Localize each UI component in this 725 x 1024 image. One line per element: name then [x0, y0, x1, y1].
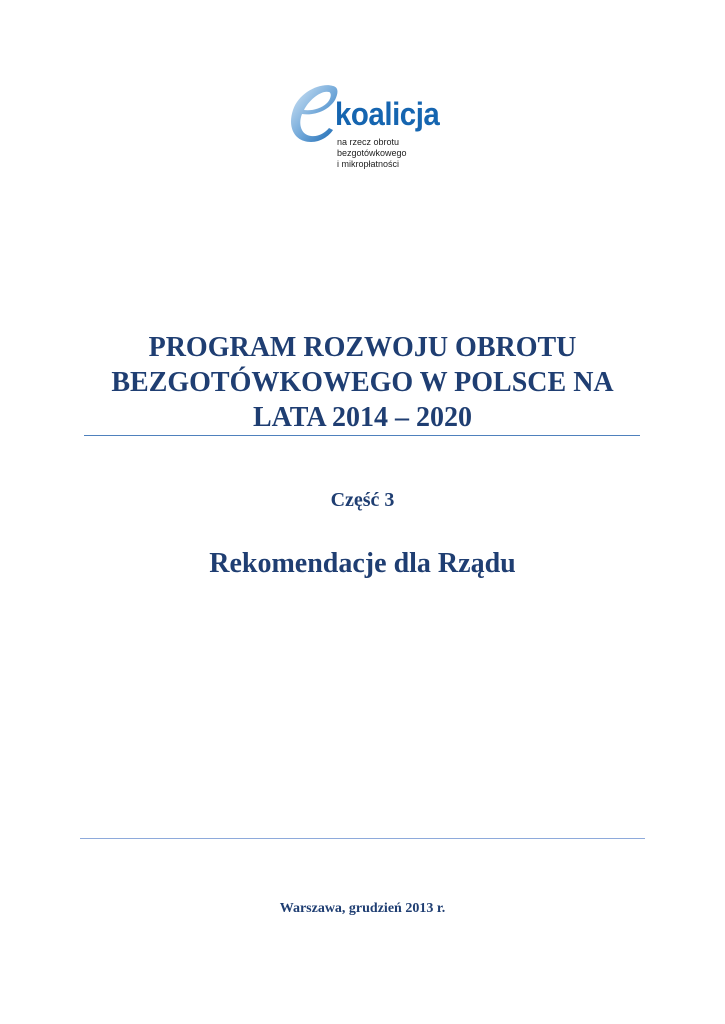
place-and-date: Warszawa, grudzień 2013 r. — [279, 901, 446, 916]
footer-divider — [80, 838, 645, 839]
part-label: Część 3 — [330, 489, 395, 511]
logo-tagline-line: na rzecz obrotu — [337, 137, 400, 147]
ekoalicja-logo — [285, 80, 455, 175]
logo-tagline — [337, 137, 407, 170]
title-divider — [84, 435, 640, 436]
logo-tagline-line: i mikropłatności — [337, 159, 400, 169]
document-subtitle: Rekomendacje dla Rządu — [209, 548, 516, 579]
logo-tagline-line: bezgotówkowego — [337, 148, 407, 158]
title-line: PROGRAM ROZWOJU OBROTU — [148, 332, 577, 363]
title-line: BEZGOTÓWKOWEGO W POLSCE NA — [111, 367, 614, 398]
document-title — [60, 330, 665, 435]
title-line: LATA 2014 – 2020 — [252, 402, 473, 433]
logo-wordmark: koalicja — [335, 96, 440, 132]
